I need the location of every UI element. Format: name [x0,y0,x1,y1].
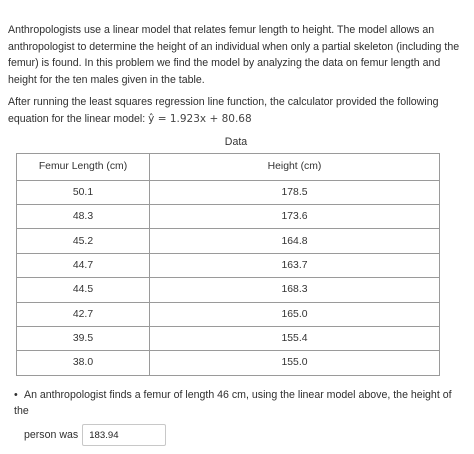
bullet-marker: • [14,389,18,401]
question-text: An anthropologist finds a femur of length 46 cm, using the linear model above, the height of the [14,389,452,417]
table-row [17,351,440,375]
height-cell: 173.6 [150,204,440,228]
table-row [17,302,440,326]
height-cell: 168.3 [150,278,440,302]
height-cell: 164.8 [150,229,440,253]
answer-line [14,424,462,446]
table-caption: Data [224,135,248,148]
equation-paragraph [8,94,464,127]
table-row [17,326,440,350]
femur-length-cell: 44.7 [17,253,150,277]
height-cell: 155.4 [150,326,440,350]
femur-length-cell: 50.1 [17,180,150,204]
question-line [14,387,462,419]
column-header-femur-length: Femur Length (cm) [17,153,150,180]
femur-length-cell: 48.3 [17,204,150,228]
equation-intro: After running the least squares regression line function, the calculator provided the following equation for the linear model: [8,96,439,125]
table-row [17,278,440,302]
answer-input[interactable]: 183.94 [82,424,166,446]
data-table [16,153,440,376]
height-cell: 178.5 [150,180,440,204]
femur-length-cell: 42.7 [17,302,150,326]
femur-length-cell: 38.0 [17,351,150,375]
table-row [17,180,440,204]
table-row [17,204,440,228]
height-cell: 165.0 [150,302,440,326]
regression-equation: ŷ = 1.923x + 80.68 [148,112,252,125]
femur-length-cell: 39.5 [17,326,150,350]
femur-length-cell: 44.5 [17,278,150,302]
question-text-continued: person was [24,429,79,441]
table-header-row [17,153,440,180]
column-header-height: Height (cm) [150,153,440,180]
height-cell: 163.7 [150,253,440,277]
table-row [17,253,440,277]
intro-paragraph: Anthropologists use a linear model that relates femur length to height. The model allows an anthropologist to determine the height of an individual when only a partial skeleton (including the femur) is found. In this problem we find the model by analyzing the data on femur length and height for the ten males given in the table. [8,24,460,86]
height-cell: 155.0 [150,351,440,375]
question-item [14,387,462,446]
table-row [17,229,440,253]
femur-length-cell: 45.2 [17,229,150,253]
